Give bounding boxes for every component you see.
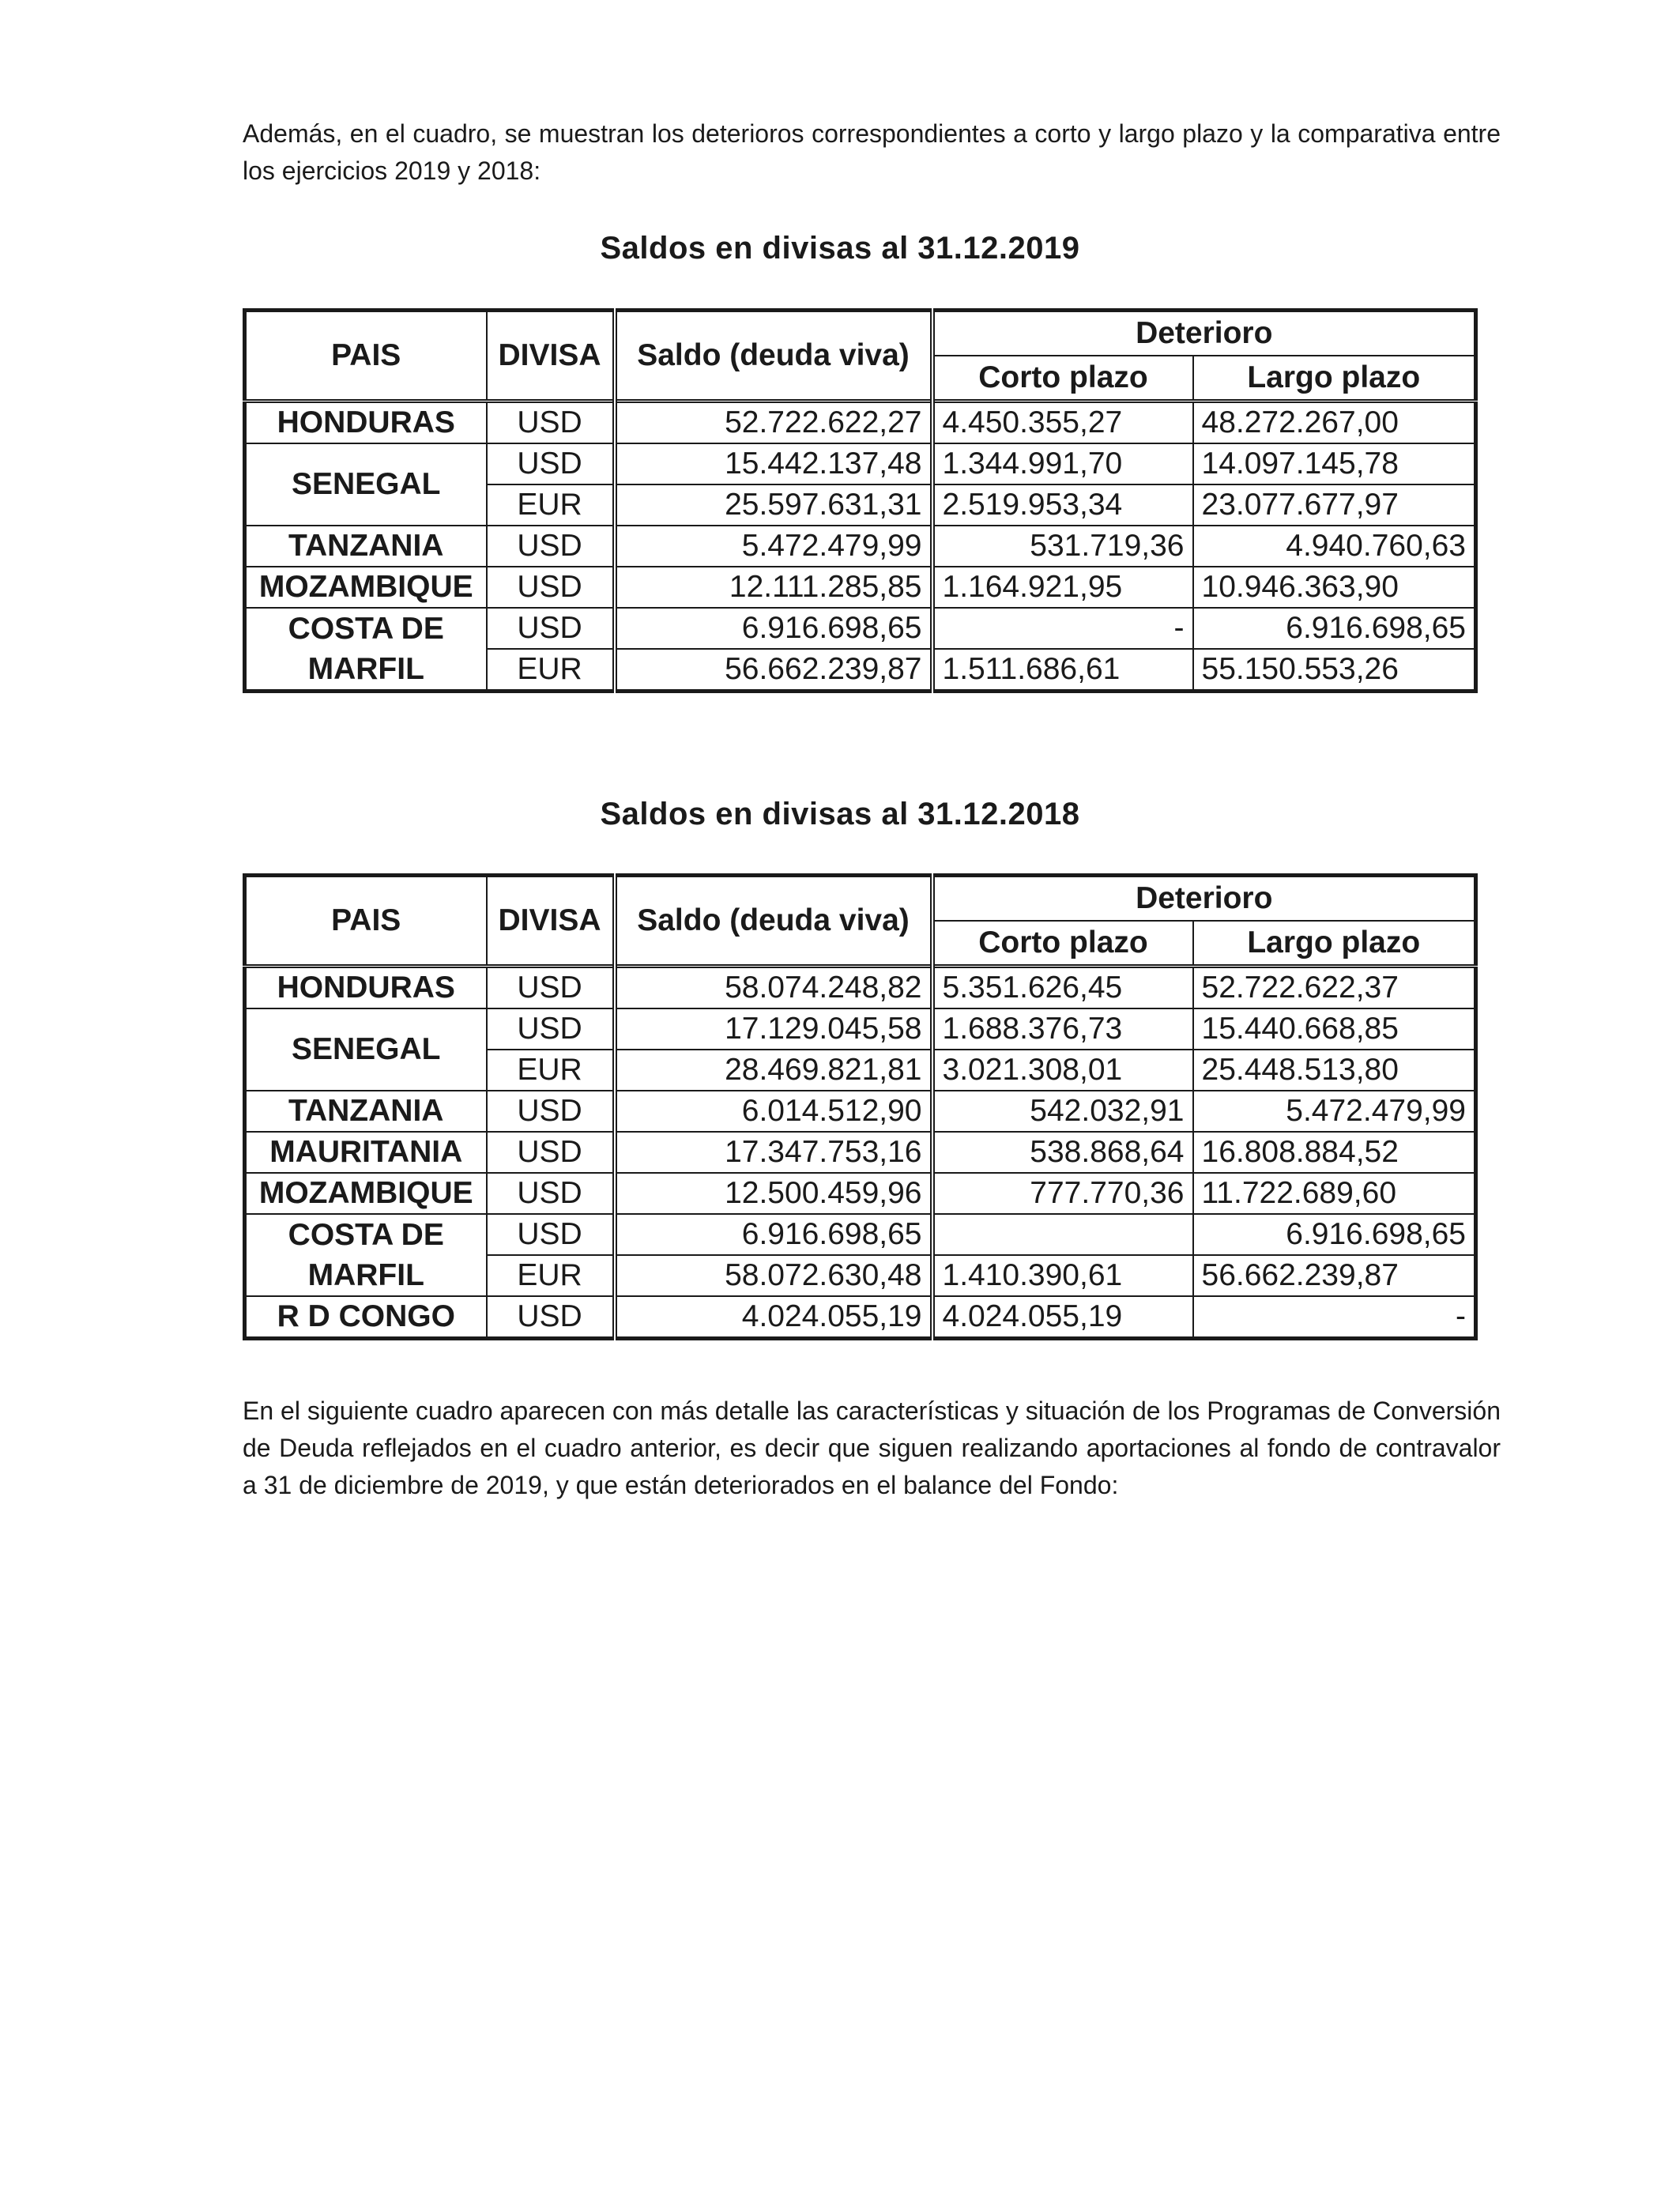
long-term-cell: 4.940.760,63	[1193, 526, 1476, 567]
balance-cell: 17.129.045,58	[615, 1008, 932, 1050]
short-term-cell: 1.688.376,73	[932, 1008, 1193, 1050]
short-term-cell: -	[932, 608, 1193, 649]
short-term-cell: 538.868,64	[932, 1132, 1193, 1173]
country-cell: TANZANIA	[245, 1091, 487, 1132]
currency-cell: EUR	[487, 649, 615, 692]
long-term-cell: 6.916.698,65	[1193, 608, 1476, 649]
long-term-cell: 52.722.622,37	[1193, 967, 1476, 1009]
short-term-cell: 1.511.686,61	[932, 649, 1193, 692]
header-divisa: DIVISA	[487, 311, 615, 401]
country-cell: MAURITANIA	[245, 1132, 487, 1173]
table-row	[245, 1296, 1476, 1339]
balance-cell: 17.347.753,16	[615, 1132, 932, 1173]
long-term-cell: 23.077.677,97	[1193, 484, 1476, 526]
country-cell: HONDURAS	[245, 967, 487, 1009]
balance-cell: 6.014.512,90	[615, 1091, 932, 1132]
long-term-cell: 55.150.553,26	[1193, 649, 1476, 692]
currency-cell: USD	[487, 608, 615, 649]
balance-cell: 12.111.285,85	[615, 567, 932, 608]
short-term-cell: 5.351.626,45	[932, 967, 1193, 1009]
long-term-cell: 56.662.239,87	[1193, 1255, 1476, 1296]
short-term-cell: 2.519.953,34	[932, 484, 1193, 526]
balance-cell: 6.916.698,65	[615, 608, 932, 649]
currency-cell: USD	[487, 1008, 615, 1050]
short-term-cell: 531.719,36	[932, 526, 1193, 567]
long-term-cell: 14.097.145,78	[1193, 443, 1476, 484]
short-term-cell: 4.024.055,19	[932, 1296, 1193, 1339]
header-deterioro: Deterioro	[932, 311, 1476, 356]
currency-cell: USD	[487, 443, 615, 484]
currency-cell: USD	[487, 1091, 615, 1132]
short-term-cell	[932, 1214, 1193, 1255]
table-row	[245, 567, 1476, 608]
header-pais: PAIS	[245, 311, 487, 401]
long-term-cell: 11.722.689,60	[1193, 1173, 1476, 1214]
short-term-cell: 1.164.921,95	[932, 567, 1193, 608]
long-term-cell: 6.916.698,65	[1193, 1214, 1476, 1255]
country-cell: SENEGAL	[245, 443, 487, 526]
long-term-cell: 10.946.363,90	[1193, 567, 1476, 608]
balances-table-2019	[243, 308, 1478, 693]
short-term-cell: 777.770,36	[932, 1173, 1193, 1214]
long-term-cell: 15.440.668,85	[1193, 1008, 1476, 1050]
header-pais: PAIS	[245, 876, 487, 967]
balance-cell: 12.500.459,96	[615, 1173, 932, 1214]
balance-cell: 25.597.631,31	[615, 484, 932, 526]
currency-cell: USD	[487, 1173, 615, 1214]
balance-cell: 5.472.479,99	[615, 526, 932, 567]
currency-cell: USD	[487, 401, 615, 444]
balance-cell: 15.442.137,48	[615, 443, 932, 484]
country-cell: COSTA DE	[245, 608, 487, 649]
currency-cell: EUR	[487, 1050, 615, 1091]
currency-cell: USD	[487, 567, 615, 608]
long-term-cell: 5.472.479,99	[1193, 1091, 1476, 1132]
table-row	[245, 1091, 1476, 1132]
long-term-cell: 16.808.884,52	[1193, 1132, 1476, 1173]
balance-cell: 52.722.622,27	[615, 401, 932, 444]
table-row	[245, 967, 1476, 1009]
outro-paragraph: En el siguiente cuadro aparecen con más detalle las características y situación de los Programas de Conversión de Deuda reflejados en el cuadro anterior, es decir que siguen realizando aportaciones al fondo de contravalor a 31 de diciembre de 2019, y que están deteriorados en el balance del Fondo:	[243, 1397, 1501, 1499]
country-cell: MOZAMBIQUE	[245, 567, 487, 608]
balance-cell: 58.072.630,48	[615, 1255, 932, 1296]
currency-cell: USD	[487, 1132, 615, 1173]
short-term-cell: 1.344.991,70	[932, 443, 1193, 484]
header-largo-plazo: Largo plazo	[1193, 356, 1476, 401]
table-row	[245, 401, 1476, 444]
short-term-cell: 4.450.355,27	[932, 401, 1193, 444]
balance-cell: 58.074.248,82	[615, 967, 932, 1009]
short-term-cell: 1.410.390,61	[932, 1255, 1193, 1296]
short-term-cell: 542.032,91	[932, 1091, 1193, 1132]
table-row	[245, 1008, 1476, 1050]
balances-table-2018	[243, 873, 1478, 1340]
country-cell: SENEGAL	[245, 1008, 487, 1091]
balance-cell: 6.916.698,65	[615, 1214, 932, 1255]
currency-cell: USD	[487, 526, 615, 567]
country-cell: MOZAMBIQUE	[245, 1173, 487, 1214]
currency-cell: EUR	[487, 1255, 615, 1296]
long-term-cell: -	[1193, 1296, 1476, 1339]
header-divisa: DIVISA	[487, 876, 615, 967]
currency-cell: USD	[487, 1214, 615, 1255]
short-term-cell: 3.021.308,01	[932, 1050, 1193, 1091]
header-deterioro: Deterioro	[932, 876, 1476, 922]
long-term-cell: 25.448.513,80	[1193, 1050, 1476, 1091]
table-row	[245, 1132, 1476, 1173]
table-row	[245, 1214, 1476, 1255]
table-row	[245, 1255, 1476, 1296]
currency-cell: EUR	[487, 484, 615, 526]
header-saldo: Saldo (deuda viva)	[615, 876, 932, 967]
country-cell: COSTA DE	[245, 1214, 487, 1255]
intro-paragraph: Además, en el cuadro, se muestran los deterioros correspondientes a corto y largo plazo y la comparativa entre los ejercicios 2019 y 2018:	[243, 119, 1501, 185]
country-cell: MARFIL	[245, 1255, 487, 1296]
table-2019-title: Saldos en divisas al 31.12.2019	[600, 231, 1080, 266]
country-cell: HONDURAS	[245, 401, 487, 444]
header-corto-plazo: Corto plazo	[932, 921, 1193, 967]
balance-cell: 28.469.821,81	[615, 1050, 932, 1091]
table-row	[245, 608, 1476, 649]
table-row	[245, 1173, 1476, 1214]
currency-cell: USD	[487, 1296, 615, 1339]
header-corto-plazo: Corto plazo	[932, 356, 1193, 401]
balance-cell: 56.662.239,87	[615, 649, 932, 692]
currency-cell: USD	[487, 967, 615, 1009]
country-cell: R D CONGO	[245, 1296, 487, 1339]
table-row	[245, 649, 1476, 692]
balance-cell: 4.024.055,19	[615, 1296, 932, 1339]
table-row	[245, 526, 1476, 567]
country-cell: MARFIL	[245, 649, 487, 692]
long-term-cell: 48.272.267,00	[1193, 401, 1476, 444]
table-row	[245, 443, 1476, 484]
header-saldo: Saldo (deuda viva)	[615, 311, 932, 401]
country-cell: TANZANIA	[245, 526, 487, 567]
header-largo-plazo: Largo plazo	[1193, 921, 1476, 967]
table-2018-title: Saldos en divisas al 31.12.2018	[600, 797, 1080, 831]
